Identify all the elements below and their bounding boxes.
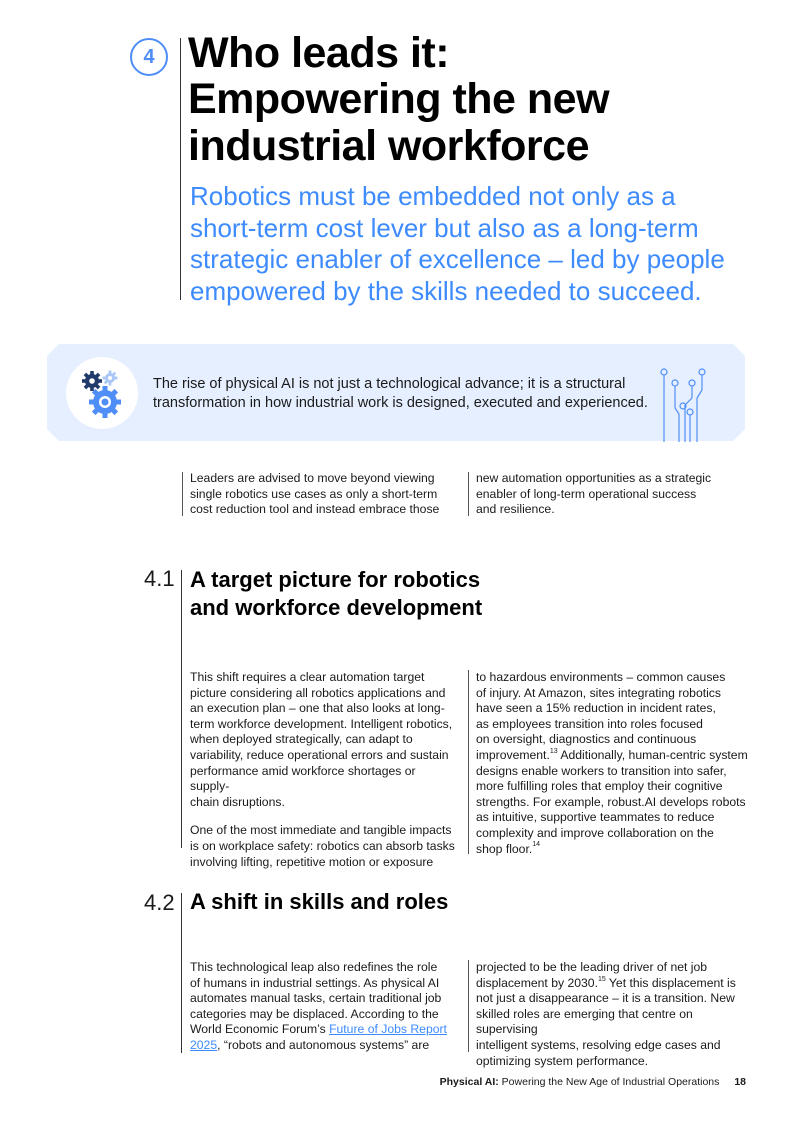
chapter-vertical-rule [180,38,181,300]
section-41-right-column [476,670,751,857]
text-line: projected to be the leading driver of net job [476,960,708,974]
text-run: Yet this displacement is [605,975,736,990]
text-line: designs enable workers to transition into safer, [476,763,727,778]
text-line: of injury. At Amazon, sites integrating robotics [476,685,721,700]
text-line: an execution plan – one that also looks at long- [190,701,445,716]
text-line: variability, reduce operational errors and sustain [190,747,449,762]
section-number: 4.2 [144,890,175,915]
paragraph [190,670,455,810]
text-line: as intuitive, supportive teammates to reduce [476,810,715,825]
text-line: optimizing system performance. [476,1053,649,1068]
page-number: 18 [734,1076,746,1088]
column-rule [182,472,183,516]
intro-left-column [190,471,455,518]
chapter-title [188,30,748,169]
chapter-number-badge [130,38,168,76]
text-line [190,1022,455,1038]
text-line: skilled roles are emerging that centre on supervising [476,1006,693,1037]
text-line: enabler of long-term operational success [476,486,697,501]
text-line: strengths. For example, robust.AI develops robots [476,794,746,809]
footer-publication: Physical AI: [439,1076,499,1088]
section-rule [181,893,182,1053]
text-line: as employees transition into roles focused [476,716,703,731]
section-title: A shift in skills and roles [190,889,449,914]
text-line: term workforce development. Intelligent robotics, [190,716,453,731]
chapter-subtitle-line: strategic enabler of excellence – led by people [190,244,725,275]
column-rule [468,960,469,1052]
text-line: is on workplace safety: robotics can absorb tasks [190,838,455,853]
section-title-line: A target picture for robotics [190,567,481,592]
text-line: picture considering all robotics applications and [190,685,446,700]
chapter-title-line: Empowering the new [188,75,610,124]
text-line: One of the most immediate and tangible impacts [190,823,452,838]
callout-text-line: The rise of physical AI is not just a technological advance; it is a structural [153,376,626,392]
chapter-subtitle-line: empowered by the skills needed to succeed. [190,276,702,307]
future-of-jobs-report-link[interactable]: Future of Jobs Report [329,1022,447,1037]
callout-icon-circle [66,357,138,429]
future-of-jobs-report-link-year[interactable]: 2025 [190,1037,218,1052]
text-line: new automation opportunities as a strategic [476,471,712,485]
chapter-title-line: Who leads it: [188,29,450,77]
column-rule [468,670,469,854]
text-run: shop floor. [476,841,533,856]
text-line: not just a disappearance – it is a transition. New [476,991,735,1006]
text-run: , “robots and autonomous systems” are [217,1037,430,1052]
text-line: to hazardous environments – common causes [476,670,726,684]
footnote-ref[interactable]: 15 [597,975,606,983]
paragraph [190,823,455,870]
text-line: cost reduction tool and instead embrace those [190,502,440,517]
circuit-lines-icon [655,368,711,442]
gears-icon [66,357,138,429]
text-line: categories may be displaced. According to the [190,1006,439,1021]
text-run: World Economic Forum’s [190,1022,330,1037]
text-line: Leaders are advised to move beyond viewing [190,471,435,485]
text-run: displacement by 2030. [476,975,598,990]
text-line: performance amid workforce shortages or supply- [190,763,416,794]
text-line [476,842,751,858]
section-42-left-column [190,960,455,1054]
footnote-ref[interactable]: 14 [532,841,541,849]
chapter-number: 4 [143,45,155,68]
text-line [190,1038,455,1054]
text-line: more fulfilling roles that employ their cognitive [476,779,723,794]
text-line: complexity and improve collaboration on the [476,825,714,840]
footnote-ref[interactable]: 13 [549,747,558,755]
text-line: This technological leap also redefines the role [190,960,438,974]
text-line: involving lifting, repetitive motion or exposure [190,854,434,869]
section-title-line: and workforce development [190,595,483,620]
text-line: single robotics use cases as only a short-term [190,486,438,501]
chapter-title-line: industrial workforce [188,121,589,170]
column-rule [468,472,469,516]
text-line: automates manual tasks, certain traditional job [190,991,442,1006]
section-41-left-column [190,670,455,883]
text-line: have seen a 15% reduction in incident rates, [476,701,716,716]
text-line: chain disruptions. [190,794,285,809]
text-line: when deployed strategically, can adapt to [190,732,413,747]
intro-right-column [476,471,751,518]
text-line: intelligent systems, resolving edge cases and [476,1037,721,1052]
chapter-subtitle-line: short-term cost lever but also as a long-term [190,212,699,243]
text-line: This shift requires a clear automation target [190,670,425,684]
chapter-subtitle [190,181,750,308]
text-line: of humans in industrial settings. As physical AI [190,975,440,990]
section-title [190,566,730,622]
chapter-subtitle-line: Robotics must be embedded not only as a [190,181,676,211]
text-line: and resilience. [476,502,555,517]
section-42-right-column [476,960,756,1069]
page-footer [440,1076,746,1088]
callout-text [153,375,653,413]
section-number: 4.1 [144,566,175,591]
text-run: improvement. [476,747,550,762]
text-run: Additionally, human-centric system [557,747,748,762]
section-rule [181,570,182,848]
text-line [476,976,756,992]
footer-publication-rest: Powering the New Age of Industrial Operations [498,1076,720,1088]
text-line [476,748,751,764]
text-line: on oversight, diagnostics and continuous [476,732,697,747]
callout-text-line: transformation in how industrial work is designed, executed and experienced. [153,395,648,411]
